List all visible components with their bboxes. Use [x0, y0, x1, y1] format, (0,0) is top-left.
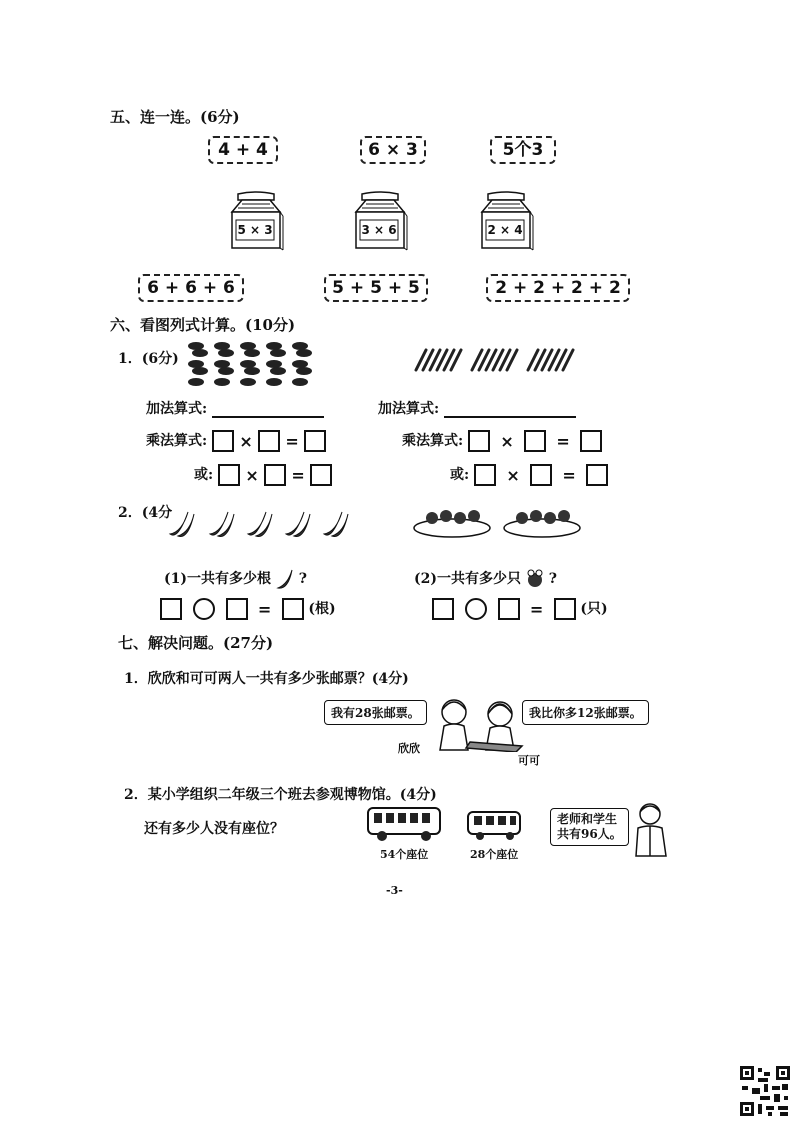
- page-number: -3-: [386, 884, 403, 897]
- q1-label: 1．(6分): [118, 351, 179, 367]
- mul-formula-right: [402, 430, 602, 452]
- q2a-question-mark: ?: [298, 571, 307, 587]
- section6-title: 六、看图列式计算。(10分): [110, 316, 296, 334]
- section5-title: 五、连一连。(6分): [110, 108, 240, 126]
- bubble3-line1: 老师和学生: [557, 812, 618, 826]
- speech-bubble-keke: 我比你多12张邮票。: [522, 700, 649, 725]
- answer-box[interactable]: [498, 598, 520, 620]
- answer-box[interactable]: [226, 598, 248, 620]
- house-3-label: 2 × 4: [487, 223, 523, 237]
- bus2-seats: 28个座位: [470, 848, 519, 861]
- q2b: [414, 568, 557, 590]
- house-1-label: 5 × 3: [237, 223, 273, 237]
- answer-box[interactable]: [554, 598, 576, 620]
- equals-sign: =: [529, 599, 544, 619]
- add-answer-line-right[interactable]: [444, 402, 576, 418]
- bubble3-line2: 共有96人。: [557, 827, 622, 841]
- answer-box[interactable]: [264, 464, 286, 486]
- banana-icon: [276, 568, 294, 590]
- answer-box[interactable]: [474, 464, 496, 486]
- house-3[interactable]: [478, 190, 534, 252]
- house-1[interactable]: [228, 190, 284, 252]
- name-keke: 可可: [518, 754, 540, 767]
- unit-gen: (根): [308, 601, 336, 617]
- answer-box[interactable]: [468, 430, 490, 452]
- fish-group-image: [186, 338, 318, 390]
- answer-box[interactable]: [212, 430, 234, 452]
- or-label: 或:: [194, 467, 214, 483]
- or-label: 或:: [450, 467, 470, 483]
- answer-box[interactable]: [160, 598, 182, 620]
- equals-sign: =: [291, 465, 305, 485]
- operator-circle[interactable]: [193, 598, 215, 620]
- answer-box[interactable]: [218, 464, 240, 486]
- answer-box[interactable]: [580, 430, 602, 452]
- minibus-icon: [466, 810, 524, 842]
- qr-code-icon: [738, 1064, 792, 1118]
- two-girls-image: [430, 694, 530, 752]
- top-box-3[interactable]: 5个3: [490, 136, 556, 164]
- mul-label: 乘法算式:: [146, 433, 208, 449]
- equals-sign: =: [562, 465, 576, 485]
- equals-sign: =: [285, 431, 299, 451]
- frog-icon: [526, 568, 544, 590]
- bottom-box-1[interactable]: 6 + 6 + 6: [138, 274, 244, 302]
- bus1-seats: 54个座位: [380, 848, 429, 861]
- speech-bubble-teacher: [550, 808, 629, 846]
- name-xinxin: 欣欣: [398, 742, 420, 755]
- add-answer-line-left[interactable]: [212, 402, 324, 418]
- unit-zhi: (只): [580, 601, 608, 617]
- times-sign: ×: [239, 431, 253, 451]
- q2a-formula: [160, 598, 336, 620]
- q2b-question-mark: ?: [548, 571, 557, 587]
- or-formula-left: [194, 464, 332, 486]
- q2b-formula: [432, 598, 608, 620]
- answer-box[interactable]: [304, 430, 326, 452]
- answer-box[interactable]: [530, 464, 552, 486]
- add-label: 加法算式:: [378, 401, 440, 417]
- bananas-image: [166, 508, 356, 540]
- answer-box[interactable]: [524, 430, 546, 452]
- answer-box[interactable]: [282, 598, 304, 620]
- s7-q2: 2．某小学组织二年级三个班去参观博物馆。(4分): [124, 787, 437, 803]
- equals-sign: =: [257, 599, 272, 619]
- operator-circle[interactable]: [465, 598, 487, 620]
- q2a-text: (1)一共有多少根: [164, 571, 271, 587]
- add-formula-right: [378, 398, 576, 418]
- add-formula-left: [146, 398, 324, 418]
- bottom-box-2[interactable]: 5 + 5 + 5: [324, 274, 428, 302]
- q2b-text: (2)一共有多少只: [414, 571, 521, 587]
- answer-box[interactable]: [258, 430, 280, 452]
- add-label: 加法算式:: [146, 401, 208, 417]
- bottom-box-3[interactable]: 2 + 2 + 2 + 2: [486, 274, 630, 302]
- teacher-image: [630, 800, 672, 858]
- q2a: [164, 568, 307, 590]
- s7-q2-sub: 还有多少人没有座位？: [144, 821, 284, 837]
- mul-formula-left: [146, 430, 326, 452]
- times-sign: ×: [506, 465, 520, 485]
- or-formula-right: [450, 464, 608, 486]
- answer-box[interactable]: [432, 598, 454, 620]
- speech-bubble-xinxin: 我有28张邮票。: [324, 700, 427, 725]
- bus-icon: [366, 806, 444, 842]
- house-2[interactable]: [352, 190, 408, 252]
- top-box-2[interactable]: 6 × 3: [360, 136, 426, 164]
- s7-q1: 1．欣欣和可可两人一共有多少张邮票？(4分): [124, 671, 409, 687]
- frogs-on-leaves-image: [412, 498, 584, 540]
- equals-sign: =: [556, 431, 570, 451]
- times-sign: ×: [500, 431, 514, 451]
- answer-box[interactable]: [586, 464, 608, 486]
- section7-title: 七、解决问题。(27分): [118, 634, 274, 652]
- answer-box[interactable]: [310, 464, 332, 486]
- mul-label: 乘法算式:: [402, 433, 464, 449]
- q2-label: 2．(4分: [118, 505, 173, 521]
- house-2-label: 3 × 6: [361, 223, 397, 237]
- top-box-1[interactable]: 4 + 4: [208, 136, 278, 164]
- times-sign: ×: [245, 465, 259, 485]
- sticks-image: [412, 346, 578, 374]
